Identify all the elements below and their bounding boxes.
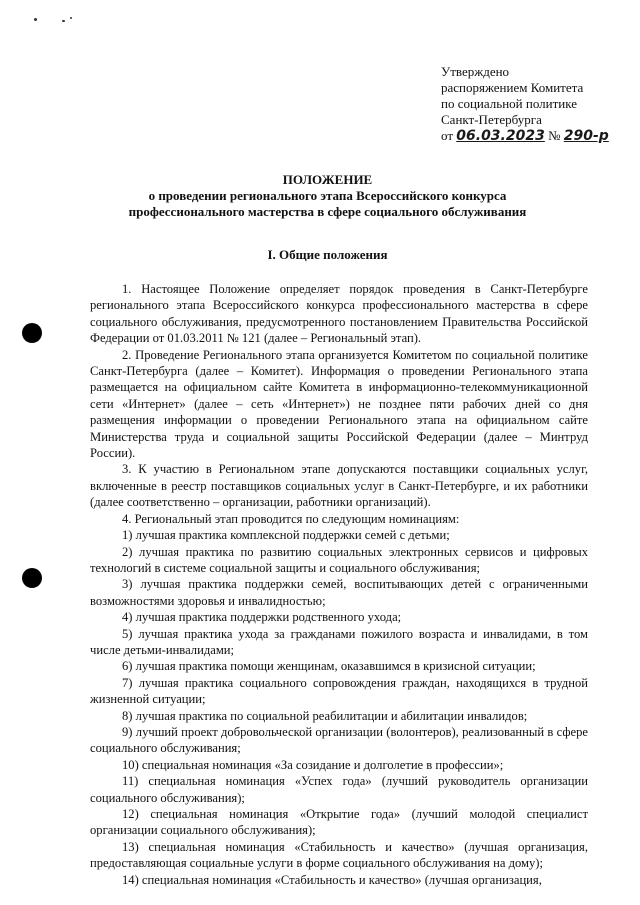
list-item: 6) лучшая практика помощи женщинам, оказавшимся в кризисной ситуации; <box>122 659 536 674</box>
list-item: 3) лучшая практика поддержки семей, воспитывающих детей с ограниченными возможностями здоровья и инвалидностью; <box>90 577 588 608</box>
list-item: 8) лучшая практика по социальной реабилитации и абилитации инвалидов; <box>122 708 528 723</box>
list-item: 12) специальная номинация «Открытие года» (лучший молодой специалист организации социального обслуживания); <box>90 807 588 838</box>
list-item: 11) специальная номинация «Успех года» (лучший руководитель организации социального обслуживания); <box>90 774 588 805</box>
list-item: 4) лучшая практика поддержки родственного ухода; <box>122 610 402 625</box>
punch-hole <box>22 568 42 588</box>
approval-line: распоряжением Комитета <box>441 80 584 95</box>
paragraph: 4. Региональный этап проводится по следующим номинациям: <box>122 511 460 526</box>
scan-speck <box>62 20 65 22</box>
approval-date-line <box>441 128 631 144</box>
approval-date: 06.03.2023 <box>456 128 545 144</box>
approval-line: Утверждено <box>441 64 510 79</box>
list-item: 7) лучшая практика социального сопровождения граждан, находящихся в трудной жизненной ситуации; <box>90 675 588 707</box>
approval-line: Санкт-Петербурга <box>441 112 542 127</box>
approval-stamp <box>441 64 631 144</box>
number-prefix: № <box>548 128 561 143</box>
paragraph: 3. К участию в Региональном этапе допускаются поставщики социальных услуг, включенные в реестр поставщиков социальных услуг в Санкт-Петербурге, и их работники (далее соответственно – организации, работники организаций). <box>90 462 588 510</box>
list-item: 9) лучший проект добровольческой организации (волонтеров), реализованный в сфере социального обслуживания; <box>90 724 588 756</box>
list-item: 5) лучшая практика ухода за гражданами пожилого возраста и инвалидами, в том числе детьми-инвалидами; <box>90 626 588 657</box>
document-body <box>90 281 588 888</box>
paragraph: 2. Проведение Регионального этапа организуется Комитетом по социальной политике Санкт-Петербурга (далее – Комитет). Информация о проведении Регионального этапа размещается на официальном сайте Комитета в информационно-телекоммуникационной сети «Интернет» (далее – сеть «Интернет») не позднее пяти рабочих дней со дня размещения информации о проведении Регионального этапа на официальном сайте Министерства труда и социальной защиты Российской Федерации (далее – Минтруд России). <box>90 347 588 461</box>
paragraph: 1. Настоящее Положение определяет порядок проведения в Санкт-Петербурге регионального этапа Всероссийского конкурса профессионального мастерства в сфере социального обслуживания, предусмотренного постановлением Правительства Российской Федерации от 01.03.2011 № 121 (далее – Региональный этап). <box>90 282 588 346</box>
title-subtitle: о проведении регионального этапа Всероссийского конкурса профессионального мастерства в сфере социального обслуживания <box>128 188 527 219</box>
list-item: 2) лучшая практика по развитию социальных электронных сервисов и цифровых технологий в системе социальной защиты и социального обслуживания; <box>90 544 588 575</box>
approval-number: 290-р <box>563 128 609 144</box>
approval-line: по социальной политике <box>441 96 577 111</box>
list-item: 1) лучшая практика комплексной поддержки семей с детьми; <box>122 528 450 543</box>
title-heading: ПОЛОЖЕНИЕ <box>282 172 373 187</box>
date-prefix: от <box>441 128 454 143</box>
list-item: 14) специальная номинация «Стабильность и качество» (лучшая организация, <box>122 872 542 887</box>
document-title <box>90 172 565 220</box>
list-item: 10) специальная номинация «За созидание и долголетие в профессии»; <box>122 757 504 772</box>
punch-hole <box>22 323 42 343</box>
section-heading: I. Общие положения <box>267 247 388 262</box>
scan-speck <box>70 17 72 19</box>
list-item: 13) специальная номинация «Стабильность и качество» (лучшая организация, предоставляющая социальные услуги в форме социального обслуживания на дому); <box>90 839 588 871</box>
scan-speck <box>34 18 37 21</box>
